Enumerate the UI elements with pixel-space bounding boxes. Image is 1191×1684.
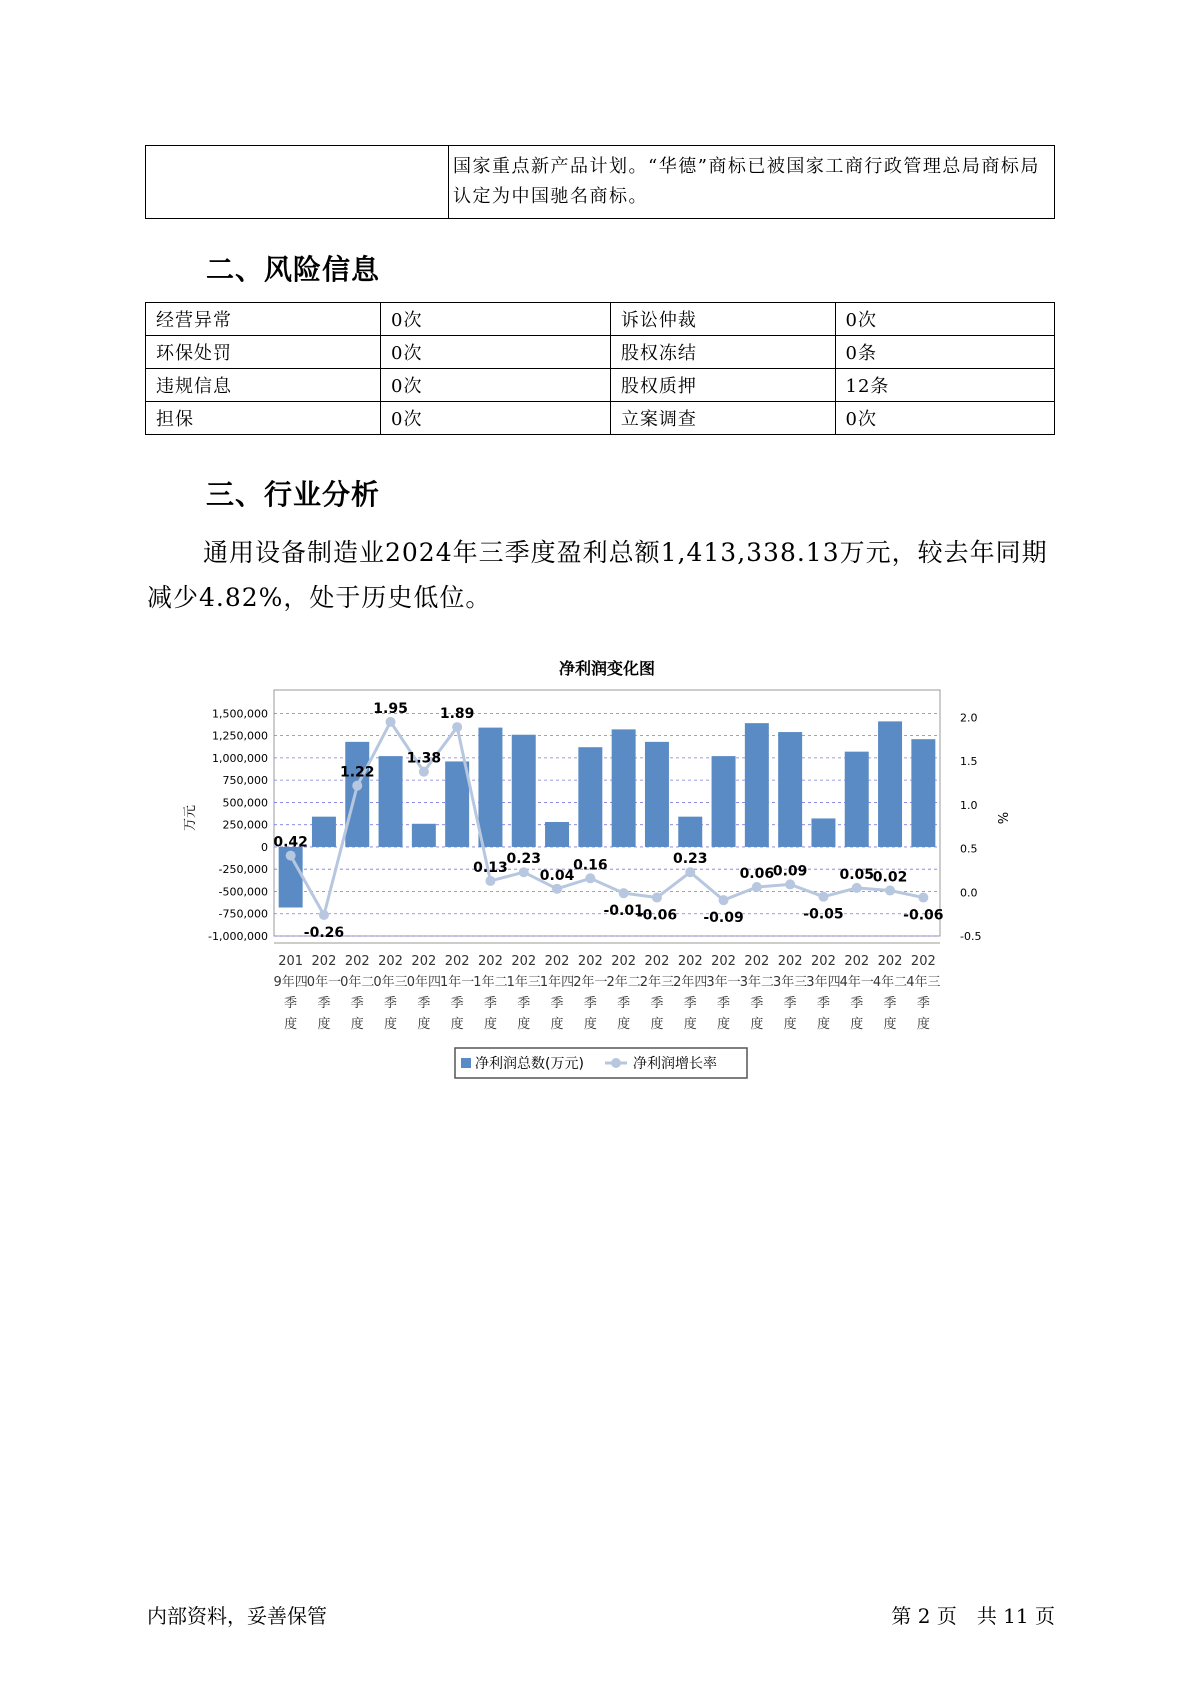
growth-rate-point <box>852 883 862 893</box>
growth-rate-label: -0.01 <box>603 903 644 920</box>
legend-line-marker <box>611 1058 621 1068</box>
x-tick-label: 202 3年一季度 <box>706 954 741 1032</box>
bar <box>445 761 469 846</box>
bar <box>312 817 336 847</box>
table-row <box>146 336 1055 369</box>
growth-rate-label: 0.42 <box>273 834 308 851</box>
y-tick-label: 250,000 <box>222 818 268 832</box>
growth-rate-label: 0.13 <box>473 859 508 876</box>
bar <box>712 756 736 847</box>
x-tick-label: 202 4年二季度 <box>872 954 908 1032</box>
growth-rate-point <box>685 867 695 877</box>
growth-rate-label: -0.09 <box>703 910 744 927</box>
x-tick-label: 202 2年二季度 <box>606 954 641 1032</box>
growth-rate-label: -0.06 <box>903 907 944 924</box>
y2-tick-label: 1.5 <box>960 755 978 769</box>
risk-label-cell: 经营异常 <box>146 303 381 336</box>
risk-label-cell: 立案调查 <box>610 402 835 435</box>
growth-rate-label: 0.16 <box>573 857 608 874</box>
growth-rate-point <box>352 781 362 791</box>
growth-rate-point <box>519 867 529 877</box>
footer-confidential: 内部资料，妥善保管 <box>147 1604 327 1628</box>
risk-value-cell: 0次 <box>835 303 1054 336</box>
growth-rate-point <box>452 722 462 732</box>
risk-value-cell: 0次 <box>381 402 611 435</box>
x-tick-label: 202 3年四季度 <box>806 954 841 1032</box>
bar <box>911 739 935 847</box>
y2-tick-label: -0.5 <box>960 930 982 943</box>
risk-value-cell: 12条 <box>835 369 1054 402</box>
risk-value-cell: 0次 <box>381 369 611 402</box>
risk-label-cell: 诉讼仲裁 <box>610 303 835 336</box>
bar <box>811 818 835 846</box>
y-tick-label: -1,000,000 <box>208 930 268 943</box>
y-tick-label: 750,000 <box>222 774 268 788</box>
y-tick-label: 1,500,000 <box>212 707 268 721</box>
x-tick-label: 202 0年四季度 <box>406 954 441 1032</box>
bar <box>578 747 602 847</box>
growth-rate-label: 0.02 <box>872 869 908 886</box>
bar <box>345 742 369 847</box>
growth-rate-label: 1.89 <box>439 706 475 723</box>
bar <box>878 721 902 847</box>
growth-rate-label: 0.23 <box>506 851 542 868</box>
bar <box>745 723 769 847</box>
table-cell-empty <box>146 146 449 219</box>
y2-tick-label: 0.0 <box>960 886 978 900</box>
x-tick-label: 202 2年四季度 <box>673 954 708 1032</box>
y-tick-label: -500,000 <box>218 885 268 899</box>
risk-value-cell: 0次 <box>381 336 611 369</box>
legend-bar-label: 净利润总数(万元) <box>475 1056 584 1072</box>
x-tick-label: 202 1年三季度 <box>506 954 541 1032</box>
table-row <box>146 369 1055 402</box>
growth-rate-point <box>918 893 928 903</box>
x-tick-label: 202 1年一季度 <box>440 954 475 1032</box>
growth-rate-label: 0.23 <box>672 851 708 868</box>
growth-rate-label: -0.06 <box>636 907 678 924</box>
bar <box>478 728 502 847</box>
x-tick-label: 201 9年四季度 <box>273 954 308 1032</box>
growth-rate-label: 0.06 <box>739 866 775 883</box>
y-tick-label: 0 <box>261 840 268 854</box>
y-tick-label: 1,250,000 <box>212 729 268 743</box>
legend-line-label: 净利润增长率 <box>633 1056 717 1072</box>
x-tick-label: 202 0年一季度 <box>306 954 342 1032</box>
x-tick-label: 202 4年一季度 <box>839 954 874 1032</box>
bar <box>379 756 403 847</box>
growth-rate-point <box>885 886 895 896</box>
risk-value-cell: 0次 <box>835 402 1054 435</box>
risk-label-cell: 违规信息 <box>146 369 381 402</box>
growth-rate-label: 1.22 <box>339 764 375 781</box>
bar <box>645 742 669 847</box>
industry-paragraph <box>147 530 1057 620</box>
company-intro-table <box>145 145 1055 219</box>
growth-rate-point <box>419 767 429 777</box>
growth-rate-point <box>619 888 629 898</box>
plot-area <box>274 690 940 936</box>
x-tick-label: 202 2年三季度 <box>639 954 675 1032</box>
bar <box>612 729 636 847</box>
x-tick-label: 202 1年四季度 <box>539 954 575 1032</box>
y2-axis-label: % <box>994 811 1009 825</box>
bar <box>778 732 802 847</box>
risk-value-cell: 0条 <box>835 336 1054 369</box>
y2-tick-label: 2.0 <box>960 711 978 725</box>
section-heading-risk: 二、风险信息 <box>206 253 381 286</box>
y-axis-label: 万元 <box>183 804 198 832</box>
risk-value-cell: 0次 <box>381 303 611 336</box>
risk-label-cell: 担保 <box>146 402 381 435</box>
x-tick-label: 202 0年三季度 <box>373 954 408 1032</box>
chart-title: 净利润变化图 <box>558 659 656 678</box>
growth-rate-point <box>319 910 329 920</box>
growth-rate-label: 0.05 <box>839 866 875 883</box>
bar <box>412 824 436 847</box>
industry-paragraph-text: 通用设备制造业2024年三季度盈利总额1,413,338.13万元，较去年同期减少4.82%，处于历史低位。 <box>147 538 1048 612</box>
x-tick-label: 202 2年一季度 <box>573 954 608 1032</box>
growth-rate-point <box>785 879 795 889</box>
growth-rate-label: -0.26 <box>303 925 345 942</box>
growth-rate-point <box>752 882 762 892</box>
y-tick-label: -750,000 <box>218 907 268 921</box>
growth-rate-point <box>286 851 296 861</box>
section-heading-industry: 三、行业分析 <box>206 478 381 511</box>
x-tick-label: 202 0年二季度 <box>340 954 375 1032</box>
footer-page-number: 第 2 页 共 11 页 <box>891 1604 1055 1628</box>
risk-info-table <box>145 302 1055 435</box>
risk-label-cell: 股权质押 <box>610 369 835 402</box>
y-tick-label: 500,000 <box>222 796 268 810</box>
growth-rate-label: 1.38 <box>406 750 442 767</box>
y2-tick-label: 0.5 <box>960 842 978 856</box>
table-row <box>146 402 1055 435</box>
table-cell-text: 国家重点新产品计划。“华德”商标已被国家工商行政管理总局商标局认定为中国驰名商标。 <box>449 146 1055 219</box>
risk-label-cell: 股权冻结 <box>610 336 835 369</box>
x-tick-label: 202 3年二季度 <box>739 954 774 1032</box>
growth-rate-point <box>485 876 495 886</box>
table-row <box>146 303 1055 336</box>
table-row <box>146 146 1055 219</box>
x-tick-label: 202 3年三季度 <box>773 954 808 1032</box>
growth-rate-point <box>652 893 662 903</box>
legend-bar-swatch <box>461 1058 471 1068</box>
growth-rate-label: 1.95 <box>373 700 408 717</box>
growth-rate-point <box>386 717 396 727</box>
y-tick-label: 1,000,000 <box>212 751 268 765</box>
bar <box>545 822 569 847</box>
risk-label-cell: 环保处罚 <box>146 336 381 369</box>
growth-rate-label: 0.09 <box>772 863 808 880</box>
y2-tick-label: 1.0 <box>960 798 978 812</box>
growth-rate-point <box>818 892 828 902</box>
net-profit-chart <box>180 650 1020 1090</box>
bar <box>845 752 869 847</box>
bar <box>512 735 536 847</box>
growth-rate-point <box>719 895 729 905</box>
growth-rate-point <box>585 873 595 883</box>
growth-rate-label: -0.05 <box>803 906 844 923</box>
y-tick-label: -250,000 <box>218 863 268 877</box>
bar <box>678 817 702 847</box>
growth-rate-point <box>552 884 562 894</box>
x-tick-label: 202 4年三季度 <box>906 954 941 1032</box>
x-tick-label: 202 1年二季度 <box>473 954 508 1032</box>
growth-rate-label: 0.04 <box>539 867 575 884</box>
